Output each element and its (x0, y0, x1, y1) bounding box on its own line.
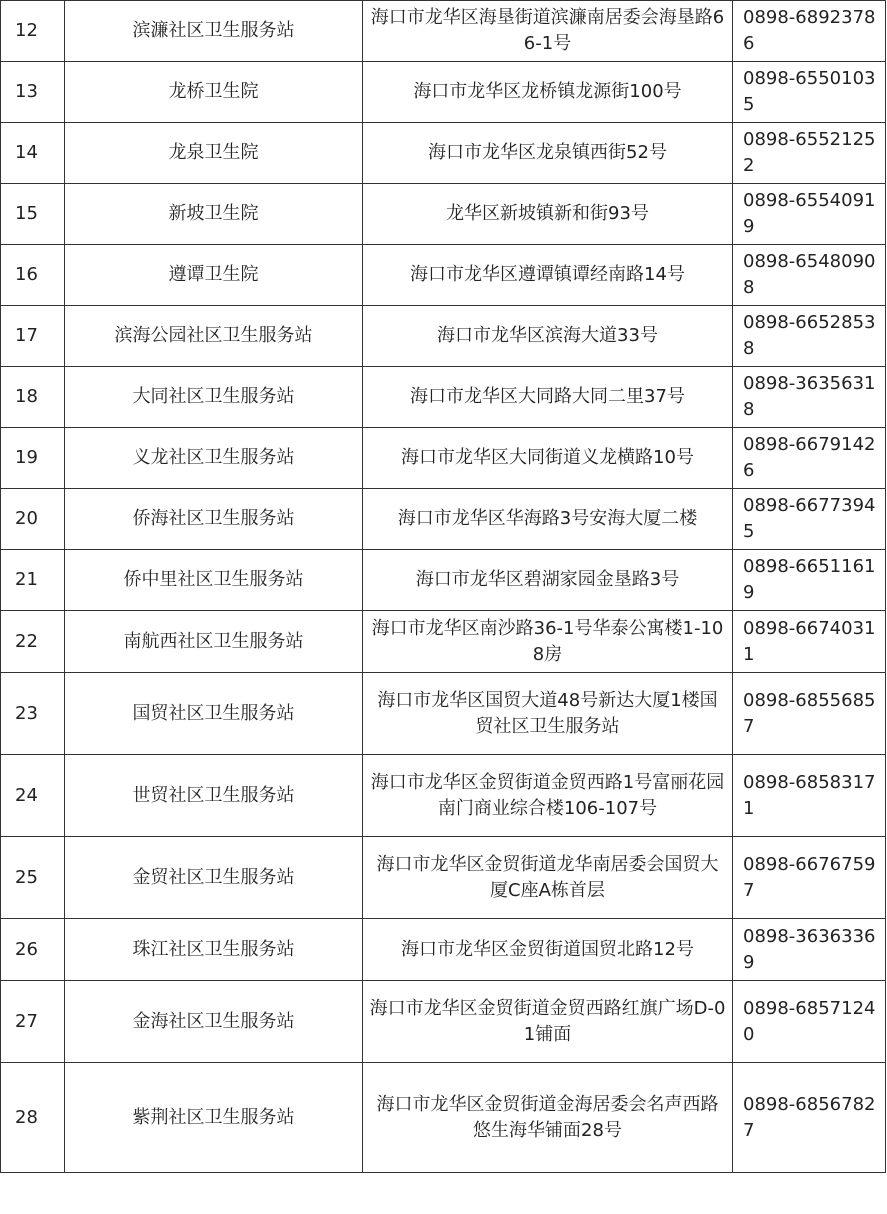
station-name: 滨海公园社区卫生服务站 (65, 306, 363, 367)
phone-part: 0898-6552125 (743, 129, 876, 150)
phone-last-digit: 7 (743, 879, 755, 901)
phone-part: 0898-6548090 (743, 251, 876, 272)
station-phone (733, 1063, 886, 1173)
station-phone (733, 550, 886, 611)
table-row (1, 1, 886, 62)
station-name: 紫荆社区卫生服务站 (65, 1063, 363, 1173)
phone-last-digit: 8 (743, 399, 755, 420)
station-name: 滨濂社区卫生服务站 (65, 1, 363, 62)
phone-part: 0898-6856782 (743, 1093, 876, 1115)
station-address: 海口市龙华区金贸街道国贸北路12号 (363, 919, 733, 981)
phone-last-digit: 5 (743, 94, 755, 115)
phone-part: 0898-6550103 (743, 68, 876, 89)
station-address: 海口市龙华区金贸街道金贸西路1号富丽花园南门商业综合楼106-107号 (363, 755, 733, 837)
table-row (1, 367, 886, 428)
row-number: 16 (1, 245, 65, 306)
row-number: 14 (1, 123, 65, 184)
station-phone (733, 1, 886, 62)
phone-last-digit: 1 (743, 797, 755, 819)
table-row (1, 489, 886, 550)
station-name: 侨中里社区卫生服务站 (65, 550, 363, 611)
row-number: 17 (1, 306, 65, 367)
table-row (1, 981, 886, 1063)
station-phone (733, 428, 886, 489)
table-row (1, 611, 886, 673)
station-phone (733, 62, 886, 123)
row-number: 19 (1, 428, 65, 489)
station-phone (733, 755, 886, 837)
station-name: 金海社区卫生服务站 (65, 981, 363, 1063)
row-number: 25 (1, 837, 65, 919)
station-phone (733, 184, 886, 245)
phone-last-digit: 8 (743, 338, 755, 359)
phone-part: 0898-3636336 (743, 925, 876, 947)
table-row (1, 123, 886, 184)
station-phone (733, 489, 886, 550)
station-name: 金贸社区卫生服务站 (65, 837, 363, 919)
table-row (1, 1063, 886, 1173)
phone-last-digit: 8 (743, 277, 755, 298)
phone-last-digit: 7 (743, 1119, 755, 1141)
phone-last-digit: 6 (743, 460, 755, 481)
station-name: 南航西社区卫生服务站 (65, 611, 363, 673)
row-number: 20 (1, 489, 65, 550)
table-row (1, 919, 886, 981)
phone-part: 0898-6674031 (743, 617, 876, 639)
table-row (1, 306, 886, 367)
station-phone (733, 837, 886, 919)
phone-last-digit: 9 (743, 582, 755, 603)
station-name: 世贸社区卫生服务站 (65, 755, 363, 837)
table-row (1, 184, 886, 245)
station-name: 大同社区卫生服务站 (65, 367, 363, 428)
row-number: 18 (1, 367, 65, 428)
station-address: 海口市龙华区滨海大道33号 (363, 306, 733, 367)
phone-last-digit: 1 (743, 643, 755, 665)
station-address: 海口市龙华区国贸大道48号新达大厦1楼国贸社区卫生服务站 (363, 673, 733, 755)
station-address: 海口市龙华区大同路大同二里37号 (363, 367, 733, 428)
phone-last-digit: 2 (743, 155, 755, 176)
station-name: 龙泉卫生院 (65, 123, 363, 184)
row-number: 23 (1, 673, 65, 755)
table-row (1, 755, 886, 837)
phone-part: 0898-6855685 (743, 689, 876, 711)
row-number: 26 (1, 919, 65, 981)
station-address: 海口市龙华区龙桥镇龙源街100号 (363, 62, 733, 123)
station-address: 海口市龙华区龙泉镇西街52号 (363, 123, 733, 184)
station-name: 新坡卫生院 (65, 184, 363, 245)
phone-part: 0898-6857124 (743, 997, 876, 1019)
row-number: 22 (1, 611, 65, 673)
phone-part: 0898-6858317 (743, 771, 876, 793)
station-phone (733, 367, 886, 428)
station-name: 国贸社区卫生服务站 (65, 673, 363, 755)
row-number: 28 (1, 1063, 65, 1173)
table-row (1, 428, 886, 489)
phone-last-digit: 5 (743, 521, 755, 542)
phone-part: 0898-6892378 (743, 7, 876, 28)
row-number: 24 (1, 755, 65, 837)
station-name: 侨海社区卫生服务站 (65, 489, 363, 550)
station-address: 海口市龙华区海垦街道滨濂南居委会海垦路66-1号 (363, 1, 733, 62)
phone-part: 0898-6651161 (743, 556, 876, 577)
station-address: 海口市龙华区金贸街道金贸西路红旗广场D-01铺面 (363, 981, 733, 1063)
row-number: 27 (1, 981, 65, 1063)
phone-last-digit: 0 (743, 1023, 755, 1045)
station-address: 海口市龙华区大同街道义龙横路10号 (363, 428, 733, 489)
station-address: 海口市龙华区碧湖家园金垦路3号 (363, 550, 733, 611)
station-phone (733, 245, 886, 306)
table-row (1, 550, 886, 611)
station-phone (733, 123, 886, 184)
station-address: 龙华区新坡镇新和街93号 (363, 184, 733, 245)
row-number: 13 (1, 62, 65, 123)
station-phone (733, 306, 886, 367)
phone-part: 0898-6676759 (743, 853, 876, 875)
station-address: 海口市龙华区遵谭镇谭经南路14号 (363, 245, 733, 306)
station-phone (733, 981, 886, 1063)
phone-last-digit: 7 (743, 715, 755, 737)
row-number: 21 (1, 550, 65, 611)
phone-part: 0898-3635631 (743, 373, 876, 394)
station-name: 龙桥卫生院 (65, 62, 363, 123)
table-row (1, 673, 886, 755)
station-address: 海口市龙华区金贸街道龙华南居委会国贸大厦C座A栋首层 (363, 837, 733, 919)
row-number: 15 (1, 184, 65, 245)
row-number: 12 (1, 1, 65, 62)
station-address: 海口市龙华区华海路3号安海大厦二楼 (363, 489, 733, 550)
station-address: 海口市龙华区南沙路36-1号华泰公寓楼1-108房 (363, 611, 733, 673)
phone-last-digit: 6 (743, 33, 755, 54)
table-row (1, 245, 886, 306)
phone-part: 0898-6677394 (743, 495, 876, 516)
station-address: 海口市龙华区金贸街道金海居委会名声西路悠生海华铺面28号 (363, 1063, 733, 1173)
table-body (1, 1, 886, 1173)
table-row (1, 62, 886, 123)
phone-part: 0898-6554091 (743, 190, 876, 211)
phone-part: 0898-6679142 (743, 434, 876, 455)
station-phone (733, 673, 886, 755)
table-row (1, 837, 886, 919)
phone-part: 0898-6652853 (743, 312, 876, 333)
station-name: 珠江社区卫生服务站 (65, 919, 363, 981)
phone-last-digit: 9 (743, 951, 755, 973)
station-phone (733, 611, 886, 673)
station-phone (733, 919, 886, 981)
station-name: 义龙社区卫生服务站 (65, 428, 363, 489)
phone-last-digit: 9 (743, 216, 755, 237)
station-name: 遵谭卫生院 (65, 245, 363, 306)
